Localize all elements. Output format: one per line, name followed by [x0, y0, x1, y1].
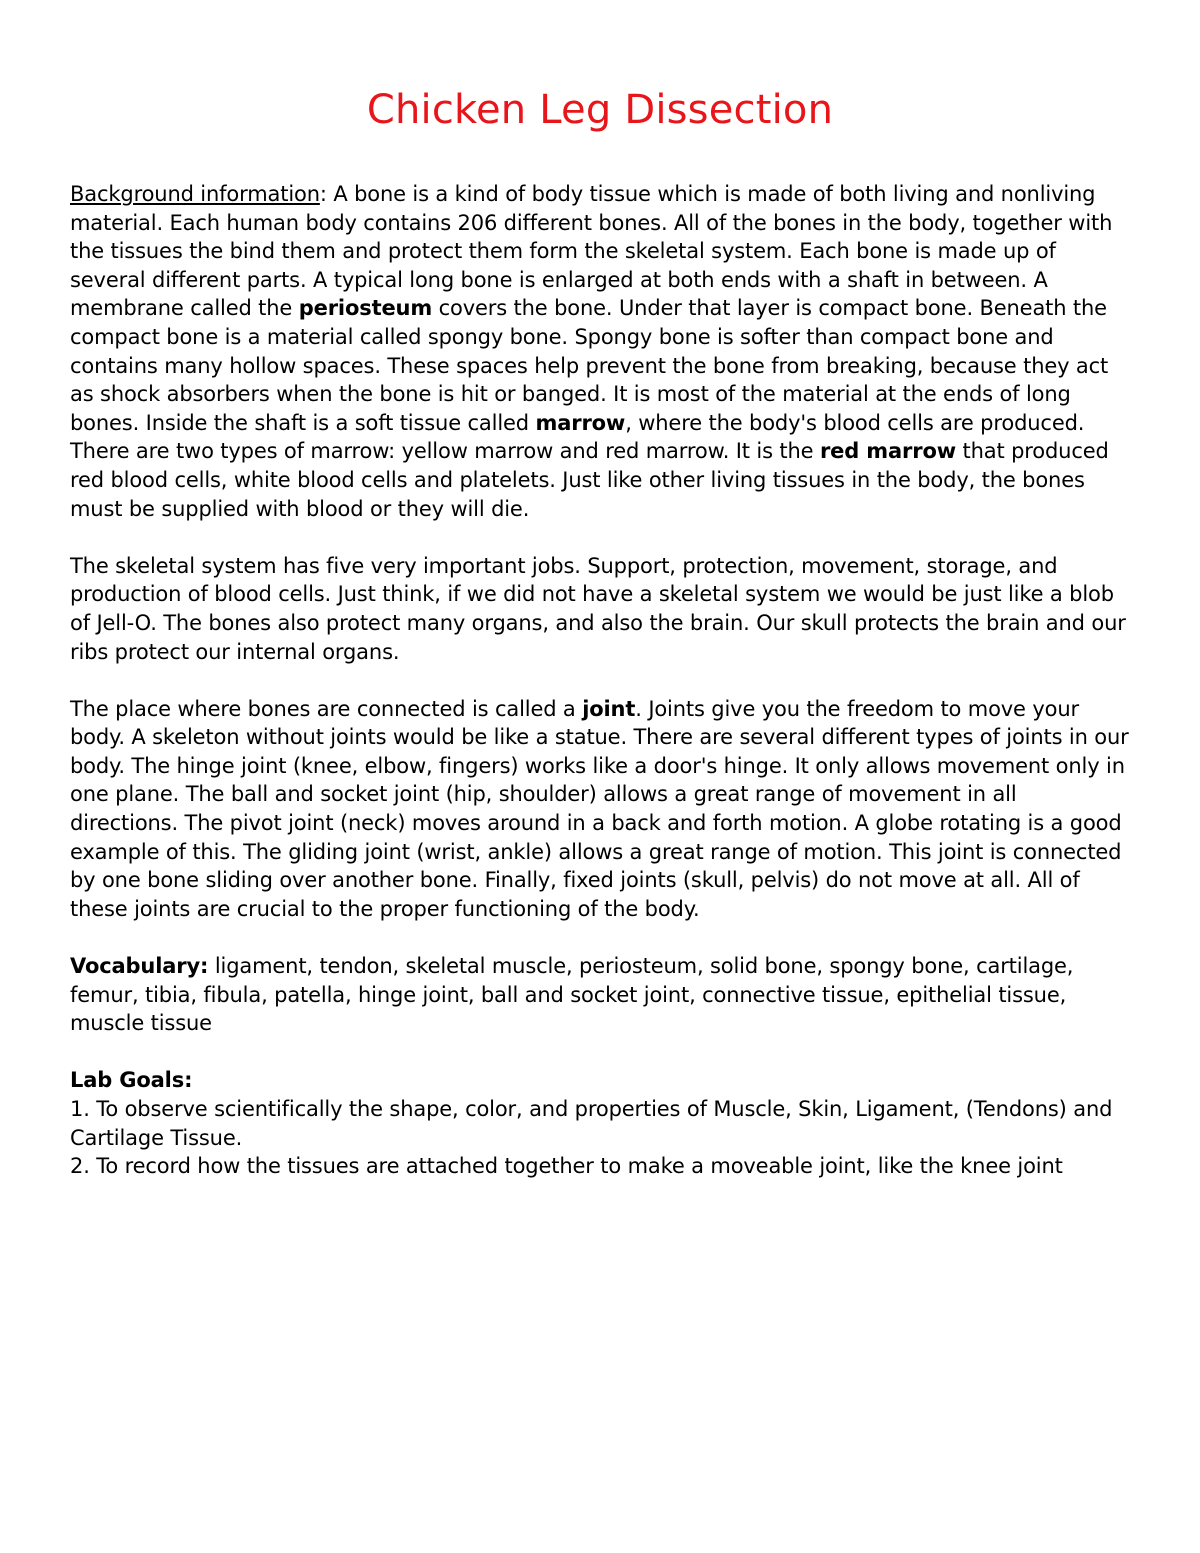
lab-goals-section	[70, 1066, 1130, 1180]
lab-goal-item: 1. To observe scientifically the shape, color, and properties of Muscle, Skin, Ligament, (Tendons) and Cartilage Tissue.	[70, 1097, 1113, 1150]
background-label: Background information	[70, 182, 320, 206]
term-red-marrow: red marrow	[819, 439, 956, 464]
vocabulary-label: Vocabulary:	[70, 954, 209, 979]
term-periosteum: periosteum	[298, 296, 433, 321]
page-title: Chicken Leg Dissection	[366, 87, 834, 133]
vocabulary-paragraph	[70, 952, 1130, 1038]
term-joint: joint	[582, 696, 636, 721]
lab-goals-label: Lab Goals:	[70, 1068, 193, 1093]
joints-paragraph: The place where bones are connected is called a joint. Joints give you the freedom to move your body. A skeleton without joints would be like a statue. There are several different types of joints in our body. The hinge joint (knee, elbow, fingers) works like a door's hinge. It only allows movement only in one plane. The ball and socket joint (hip, shoulder) allows a great range of movement in all directions. The pivot joint (neck) moves around in a back and forth motion. A globe rotating is a good example of this. The gliding joint (wrist, ankle) allows a great range of motion. This joint is connected by one bone sliding over another bone. Finally, fixed joints (skull, pelvis) do not move at all. All of these joints are crucial to the proper functioning of the body.	[70, 696, 1129, 921]
skeletal-system-paragraph: The skeletal system has five very important jobs. Support, protection, movement, storage, and production of blood cells. Just think, if we did not have a skeletal system we would be just like a blob of Jell-O. The bones also protect many organs, and also the brain. Our skull protects the brain and our ribs protect our internal organs.	[70, 553, 1126, 664]
document-page	[70, 70, 1130, 1181]
background-paragraph: Background information: A bone is a kind of body tissue which is made of both living and nonliving material. Each human body contains 206 different bones. All of the bones in the body, together with the tissues the bind them and protect them form the skeletal system. Each bone is made up of several different parts. A typical long bone is enlarged at both ends with a shaft in between. A membrane called the periosteum covers the bone. Under that layer is compact bone. Beneath the compact bone is a material called spongy bone. Spongy bone is softer than compact bone and contains many hollow spaces. These spaces help prevent the bone from breaking, because they act as shock absorbers when the bone is hit or banged. It is most of the material at the ends of long bones. Inside the shaft is a soft tissue called marrow, where the body's blood cells are produced. There are two types of marrow: yellow marrow and red marrow. It is the red marrow that produced red blood cells, white blood cells and platelets. Just like other living tissues in the body, the bones must be supplied with blood or they will die.	[70, 182, 1113, 521]
term-marrow: marrow	[535, 410, 626, 435]
vocabulary-list: ligament, tendon, skeletal muscle, periosteum, solid bone, spongy bone, cartilage, femur, tibia, fibula, patella, hinge joint, ball and socket joint, connective tissue, epithelial tissue, muscle tissue	[70, 954, 1074, 1036]
document-body	[70, 180, 1130, 1181]
lab-goal-item: 2. To record how the tissues are attached together to make a moveable joint, like the knee joint	[70, 1154, 1063, 1179]
